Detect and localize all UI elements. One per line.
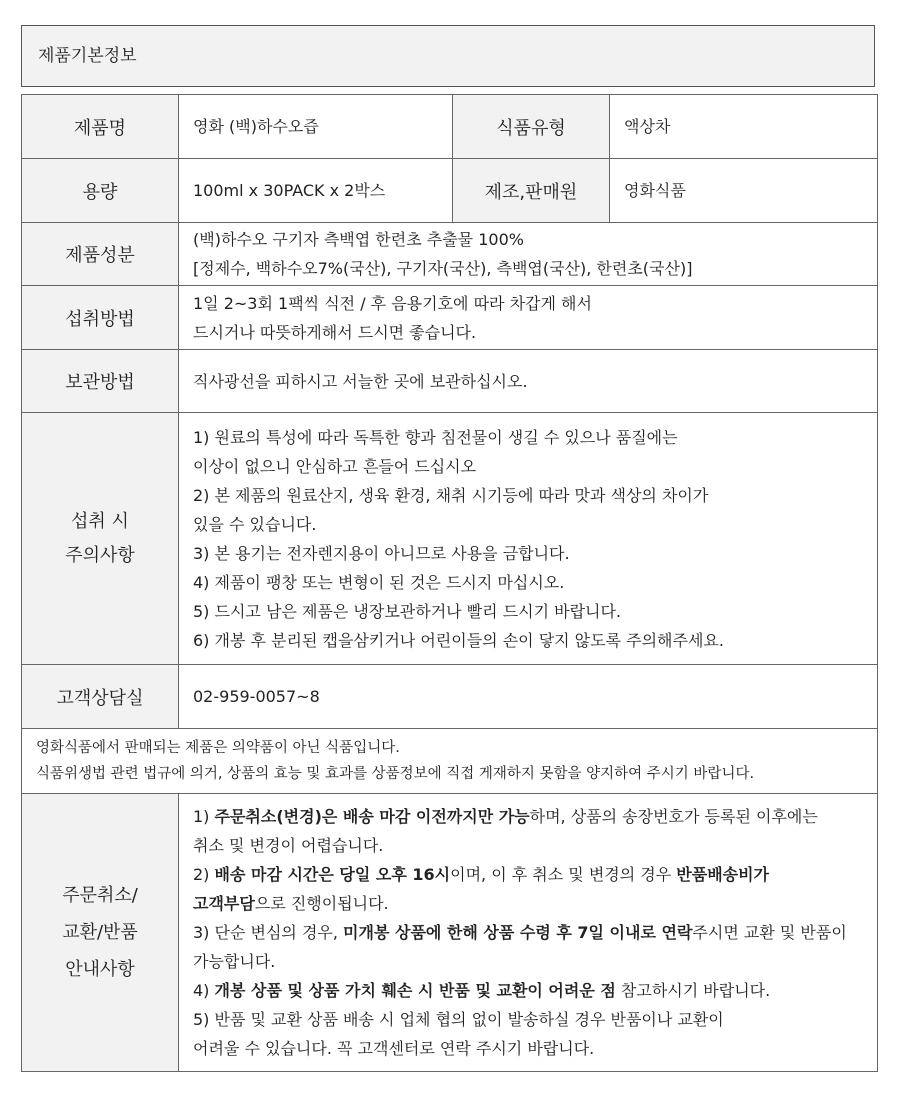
policy-label-line: 주문취소/ xyxy=(62,885,138,906)
customer-service-label: 고객상담실 xyxy=(22,665,179,729)
storage-value: 직사광선을 피하시고 서늘한 곳에 보관하십시오. xyxy=(179,350,878,413)
product-name-label: 제품명 xyxy=(22,95,179,159)
table-row xyxy=(22,95,878,159)
policy-text: 이며, 이 후 취소 및 변경의 경우 xyxy=(450,865,677,884)
policy-label xyxy=(22,794,179,1072)
caution-label-line: 섭취 시 xyxy=(71,510,129,532)
storage-label: 보관방법 xyxy=(22,350,179,413)
caution-line: 3) 본 용기는 전자렌지용이 아니므로 사용을 금합니다. xyxy=(193,543,570,563)
volume-label: 용량 xyxy=(22,159,179,223)
policy-line xyxy=(193,976,863,1005)
policy-line xyxy=(193,860,863,889)
table-row xyxy=(22,729,878,794)
table-row xyxy=(22,413,878,665)
ingredients-line: [정제수, 백하수오7%(국산), 구기자(국산), 측백엽(국산), 한련초(국산)] xyxy=(193,259,693,278)
policy-line: 취소 및 변경이 어렵습니다. xyxy=(193,836,384,855)
policy-label-line: 안내사항 xyxy=(65,959,135,980)
product-name-value: 영화 (백)하수오즙 xyxy=(179,95,453,159)
caution-line: 2) 본 제품의 원료산지, 생육 환경, 채취 시기등에 따라 맛과 색상의 차이가 xyxy=(193,485,709,505)
caution-line: 5) 드시고 남은 제품은 냉장보관하거나 빨리 드시기 바랍니다. xyxy=(193,601,622,621)
policy-text: 참고하시기 바랍니다. xyxy=(615,981,771,1000)
policy-text: 하며, 상품의 송장번호가 등록된 이후에는 xyxy=(529,807,818,826)
caution-value xyxy=(179,413,878,665)
policy-line xyxy=(193,802,863,831)
notice-line: 식품위생법 관련 법규에 의거, 상품의 효능 및 효과를 상품정보에 직접 게재하지 못함을 양지하여 주시기 바랍니다. xyxy=(36,766,755,782)
policy-value xyxy=(179,794,878,1072)
policy-line: 5) 반품 및 교환 상품 배송 시 업체 협의 없이 발송하실 경우 반품이나 교환이 xyxy=(193,1010,724,1029)
policy-label-line: 교환/반품 xyxy=(62,922,138,943)
volume-value: 100ml x 30PACK x 2박스 xyxy=(179,159,453,223)
ingredients-value xyxy=(179,223,878,286)
notice-line: 영화식품에서 판매되는 제품은 의약품이 아닌 식품입니다. xyxy=(36,740,400,756)
caution-line: 이상이 없으니 안심하고 흔들어 드십시오 xyxy=(193,456,477,476)
table-row xyxy=(22,223,878,286)
product-info-table xyxy=(21,94,878,1072)
caution-label xyxy=(22,413,179,665)
intake-line: 드시거나 따뜻하게해서 드시면 좋습니다. xyxy=(193,322,477,342)
policy-text: 2) xyxy=(193,865,215,884)
intake-method-label: 섭취방법 xyxy=(22,286,179,350)
policy-line xyxy=(193,918,863,947)
caution-line: 6) 개봉 후 분리된 캡을삼키거나 어린이들의 손이 닿지 않도록 주의해주세요. xyxy=(193,630,724,650)
policy-text: 1) xyxy=(193,807,215,826)
policy-emphasis: 개봉 상품 및 상품 가치 훼손 시 반품 및 교환이 어려운 점 xyxy=(214,981,616,1000)
policy-text: 3) 단순 변심의 경우, xyxy=(193,923,344,942)
table-row xyxy=(22,286,878,350)
policy-emphasis: 반품배송비가 xyxy=(676,865,770,884)
policy-text: 4) xyxy=(193,981,215,1000)
caution-line: 1) 원료의 특성에 따라 독특한 향과 침전물이 생길 수 있으나 품질에는 xyxy=(193,427,678,447)
policy-text: 주시면 교환 및 반품이 xyxy=(692,923,847,942)
manufacturer-value: 영화식품 xyxy=(610,159,878,223)
policy-line xyxy=(193,889,863,918)
section-title: 제품기본정보 xyxy=(21,25,875,87)
food-notice xyxy=(22,729,878,794)
caution-line: 4) 제품이 팽창 또는 변형이 된 것은 드시지 마십시오. xyxy=(193,572,565,592)
caution-line: 있을 수 있습니다. xyxy=(193,514,317,534)
ingredients-line: (백)하수오 구기자 측백엽 한련초 추출물 100% xyxy=(193,230,524,249)
policy-text: 으로 진행이됩니다. xyxy=(254,894,389,913)
caution-label-line: 주의사항 xyxy=(65,544,135,566)
table-row xyxy=(22,665,878,729)
policy-line: 가능합니다. xyxy=(193,952,276,971)
customer-service-phone: 02-959-0057~8 xyxy=(179,665,878,729)
intake-method-value xyxy=(179,286,878,350)
policy-emphasis: 주문취소(변경)은 배송 마감 이전까지만 가능 xyxy=(214,807,530,826)
food-type-value: 액상차 xyxy=(610,95,878,159)
policy-line: 어려울 수 있습니다. 꼭 고객센터로 연락 주시기 바랍니다. xyxy=(193,1039,595,1058)
policy-emphasis: 미개봉 상품에 한해 상품 수령 후 7일 이내로 연락 xyxy=(343,923,693,942)
policy-emphasis: 고객부담 xyxy=(193,894,255,913)
food-type-label: 식품유형 xyxy=(453,95,610,159)
intake-line: 1일 2~3회 1팩씩 식전 / 후 음용기호에 따라 차갑게 해서 xyxy=(193,293,592,313)
table-row xyxy=(22,350,878,413)
ingredients-label: 제품성분 xyxy=(22,223,179,286)
manufacturer-label: 제조,판매원 xyxy=(453,159,610,223)
table-row xyxy=(22,159,878,223)
table-row xyxy=(22,794,878,1072)
policy-emphasis: 배송 마감 시간은 당일 오후 16시 xyxy=(214,865,451,884)
